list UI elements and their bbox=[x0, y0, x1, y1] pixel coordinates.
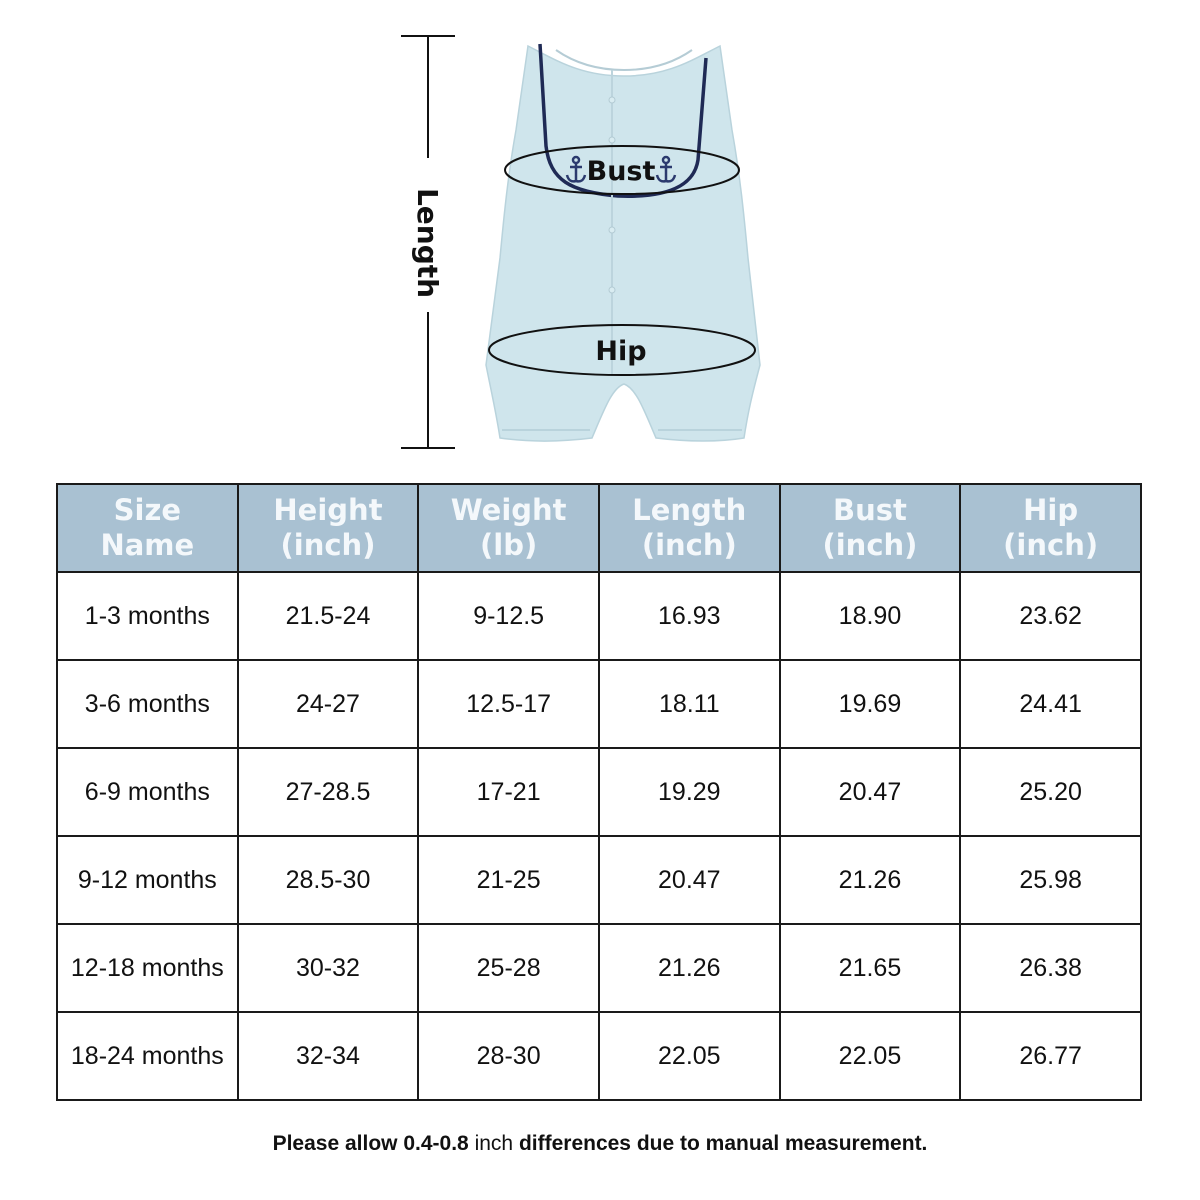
cell-hip: 26.77 bbox=[960, 1012, 1141, 1100]
romper-garment bbox=[486, 44, 760, 441]
table-row bbox=[57, 924, 1141, 1012]
note-text-start: Please allow 0.4-0.8 bbox=[272, 1132, 469, 1155]
cell-height: 24-27 bbox=[238, 660, 419, 748]
cell-hip: 23.62 bbox=[960, 572, 1141, 660]
cell-bust: 19.69 bbox=[780, 660, 961, 748]
cell-height: 27-28.5 bbox=[238, 748, 419, 836]
cell-hip: 26.38 bbox=[960, 924, 1141, 1012]
cell-length: 18.11 bbox=[599, 660, 780, 748]
header-weight: Weight (lb) bbox=[418, 484, 599, 572]
cell-bust: 21.65 bbox=[780, 924, 961, 1012]
header-size-name: Size Name bbox=[57, 484, 238, 572]
romper-measurement-diagram bbox=[0, 0, 1200, 470]
header-height: Height (inch) bbox=[238, 484, 419, 572]
table-row bbox=[57, 748, 1141, 836]
table-header-row bbox=[57, 484, 1141, 572]
cell-size-name: 18-24 months bbox=[57, 1012, 238, 1100]
note-text-end: differences due to manual measurement. bbox=[518, 1132, 928, 1155]
cell-length: 16.93 bbox=[599, 572, 780, 660]
header-hip: Hip (inch) bbox=[960, 484, 1141, 572]
cell-size-name: 12-18 months bbox=[57, 924, 238, 1012]
cell-length: 19.29 bbox=[599, 748, 780, 836]
table-row bbox=[57, 836, 1141, 924]
length-label: Length bbox=[411, 187, 444, 299]
size-chart-table bbox=[56, 483, 1142, 1101]
measurement-note bbox=[0, 1132, 1200, 1156]
cell-weight: 28-30 bbox=[418, 1012, 599, 1100]
cell-size-name: 6-9 months bbox=[57, 748, 238, 836]
cell-size-name: 3-6 months bbox=[57, 660, 238, 748]
table-row bbox=[57, 1012, 1141, 1100]
cell-weight: 17-21 bbox=[418, 748, 599, 836]
cell-height: 28.5-30 bbox=[238, 836, 419, 924]
cell-height: 30-32 bbox=[238, 924, 419, 1012]
header-bust: Bust (inch) bbox=[780, 484, 961, 572]
header-length: Length (inch) bbox=[599, 484, 780, 572]
cell-size-name: 9-12 months bbox=[57, 836, 238, 924]
table-row bbox=[57, 660, 1141, 748]
cell-height: 32-34 bbox=[238, 1012, 419, 1100]
cell-length: 21.26 bbox=[599, 924, 780, 1012]
cell-bust: 18.90 bbox=[780, 572, 961, 660]
cell-size-name: 1-3 months bbox=[57, 572, 238, 660]
cell-hip: 24.41 bbox=[960, 660, 1141, 748]
cell-length: 20.47 bbox=[599, 836, 780, 924]
cell-hip: 25.20 bbox=[960, 748, 1141, 836]
cell-height: 21.5-24 bbox=[238, 572, 419, 660]
cell-weight: 21-25 bbox=[418, 836, 599, 924]
table-row bbox=[57, 572, 1141, 660]
cell-weight: 12.5-17 bbox=[418, 660, 599, 748]
cell-bust: 20.47 bbox=[780, 748, 961, 836]
cell-bust: 22.05 bbox=[780, 1012, 961, 1100]
cell-bust: 21.26 bbox=[780, 836, 961, 924]
bust-label: Bust bbox=[586, 156, 656, 187]
hip-label: Hip bbox=[595, 336, 647, 367]
cell-hip: 25.98 bbox=[960, 836, 1141, 924]
note-unit: inch bbox=[474, 1132, 514, 1155]
cell-weight: 9-12.5 bbox=[418, 572, 599, 660]
cell-length: 22.05 bbox=[599, 1012, 780, 1100]
cell-weight: 25-28 bbox=[418, 924, 599, 1012]
